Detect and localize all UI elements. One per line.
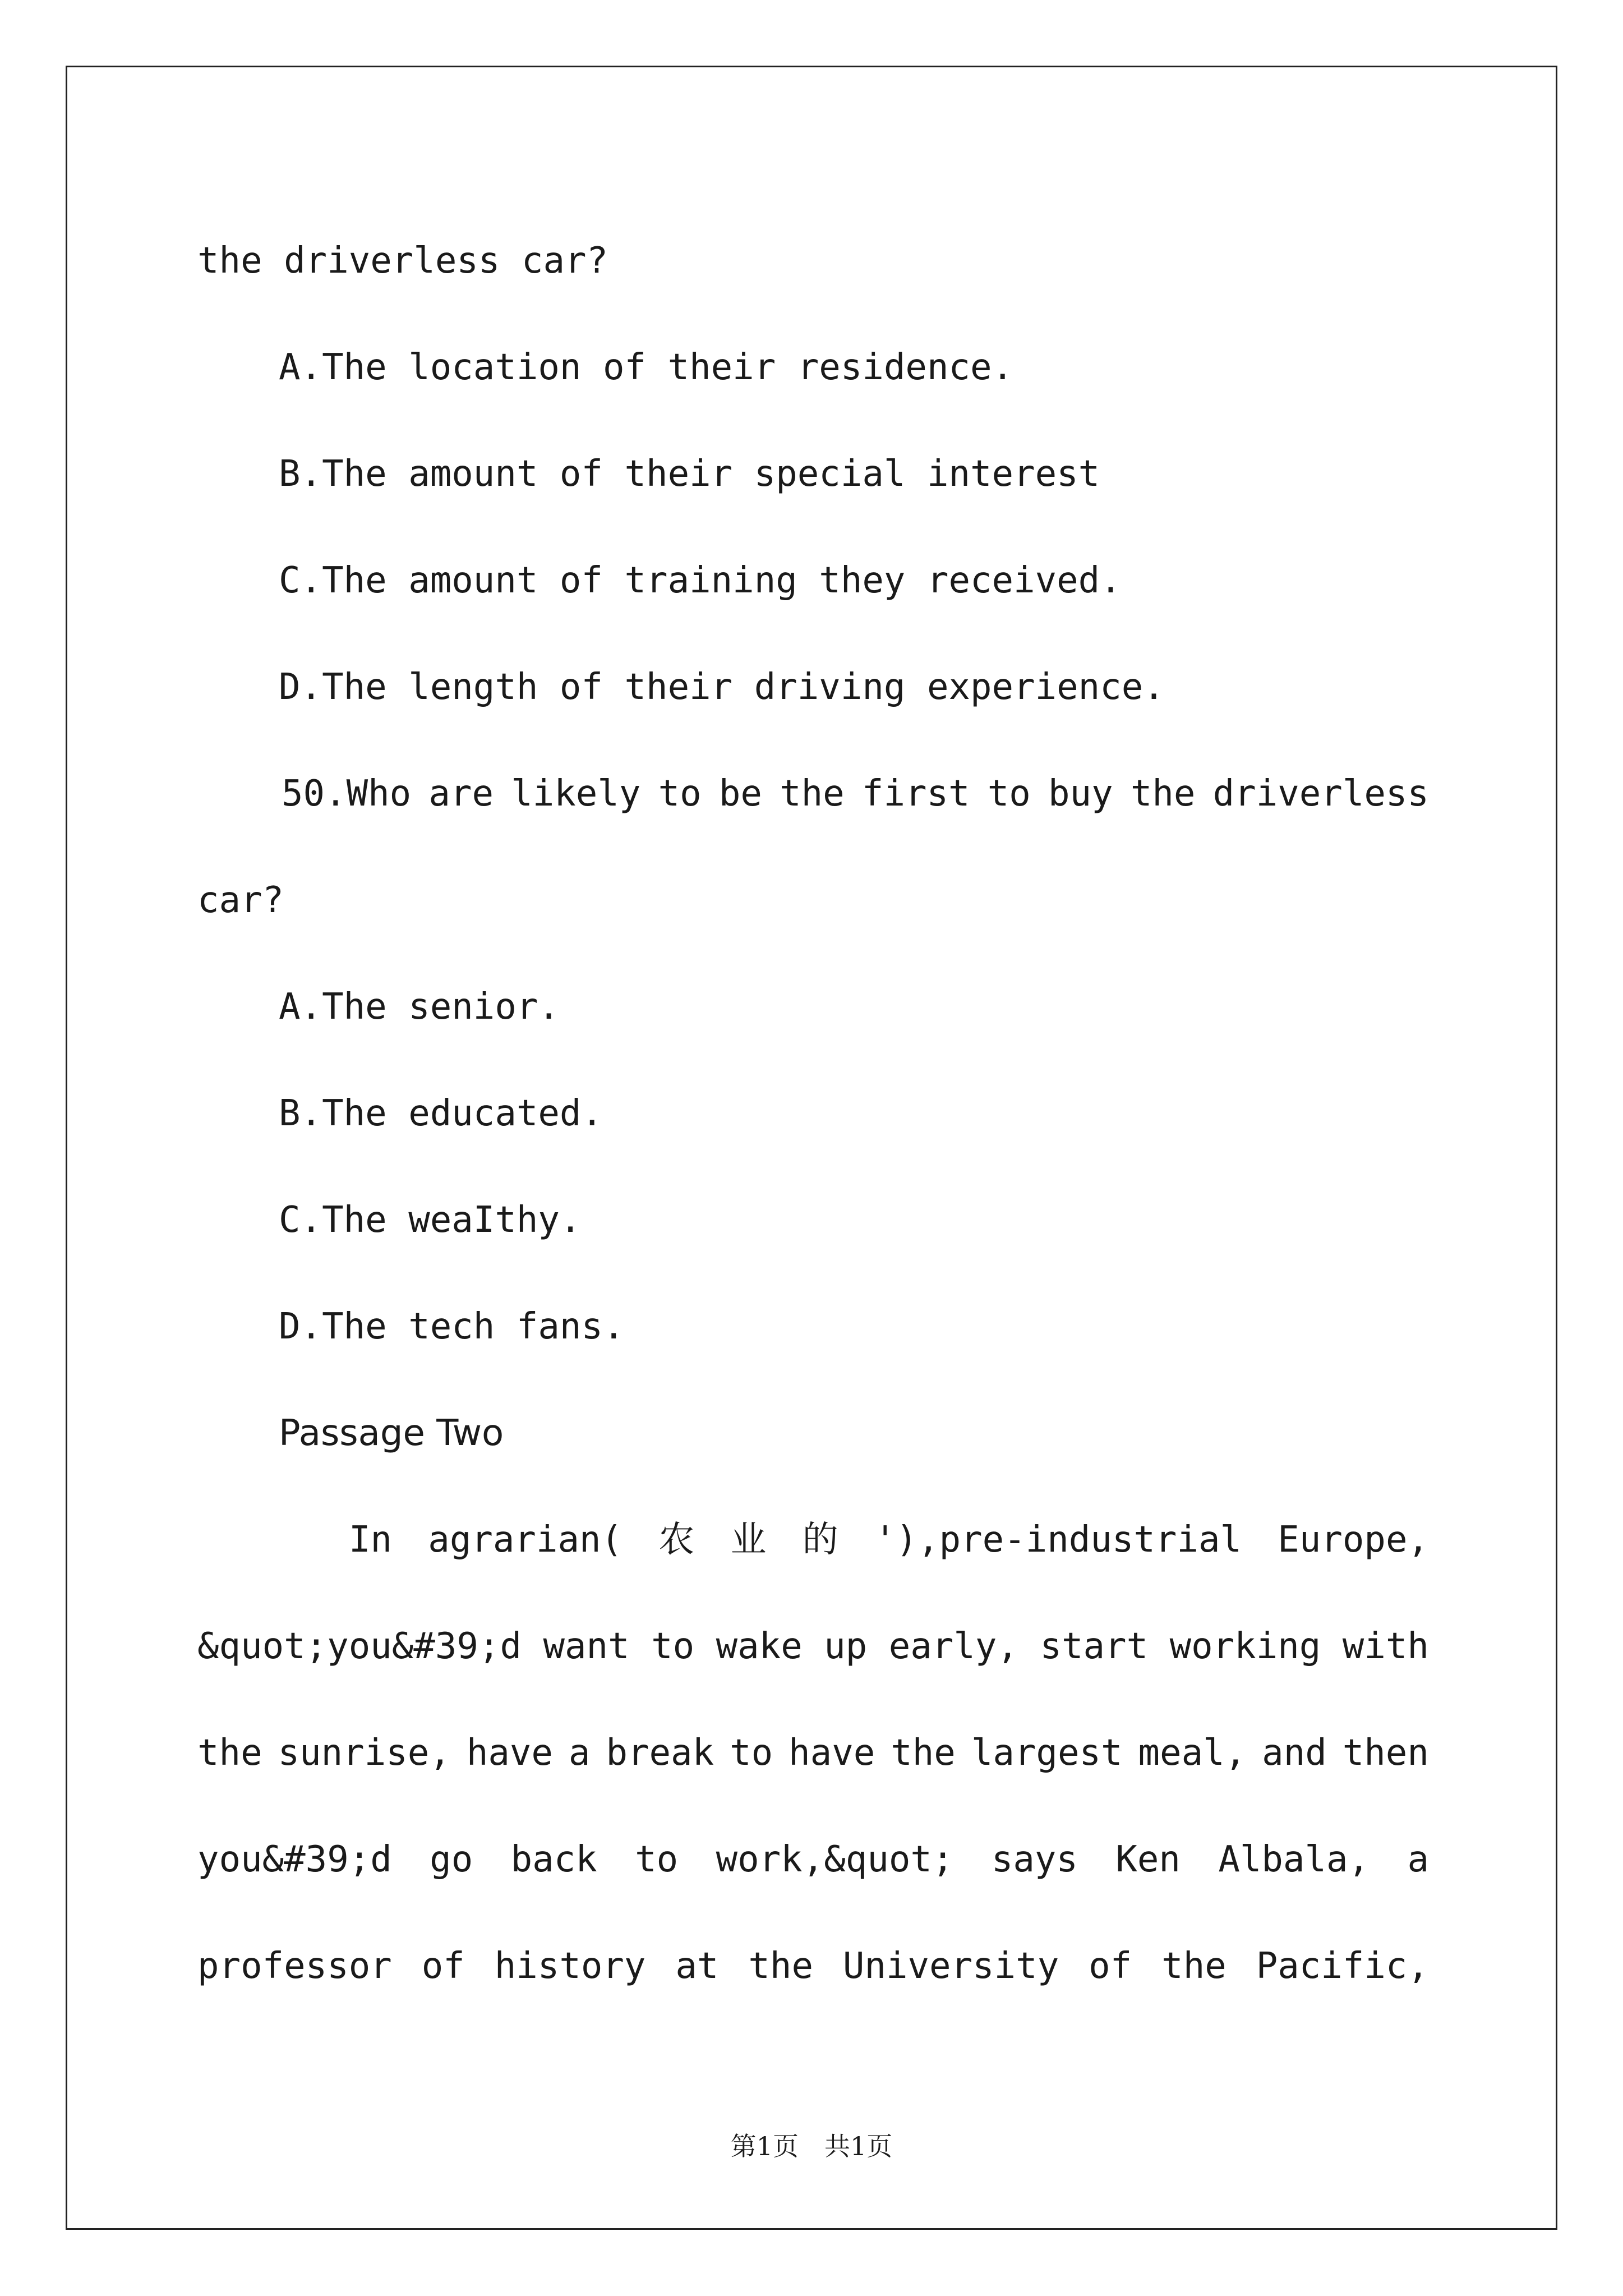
passage-heading: Passage Two	[279, 1412, 504, 1454]
word: the	[1130, 773, 1196, 815]
word: Europe,	[1278, 1519, 1429, 1561]
word: driverless	[1212, 773, 1429, 815]
word: a	[568, 1732, 591, 1774]
question-50	[197, 740, 1429, 847]
word: professor	[197, 1945, 392, 1987]
q50-option-c: C.The weaIthy.	[279, 1199, 582, 1241]
word: have	[466, 1732, 553, 1774]
document-body	[197, 208, 1429, 2019]
word: to	[651, 1626, 695, 1667]
word: 业	[730, 1519, 767, 1561]
word: buy	[1048, 773, 1113, 815]
passage-line-5	[197, 1913, 1429, 2019]
word: to	[987, 773, 1031, 815]
passage-line-3	[197, 1700, 1429, 1806]
word: go	[430, 1839, 473, 1880]
word: says	[991, 1839, 1078, 1880]
word: first	[861, 773, 970, 815]
word: history	[494, 1945, 646, 1987]
q50-option-b: B.The educated.	[279, 1093, 603, 1134]
word: working	[1169, 1626, 1321, 1667]
word: the	[780, 773, 845, 815]
word: sunrise,	[278, 1732, 451, 1774]
q49-option-c: C.The amount of training they received.	[279, 560, 1122, 601]
word: then	[1342, 1732, 1429, 1774]
word: 农	[658, 1519, 695, 1561]
word: a	[1407, 1839, 1429, 1880]
word: likely	[511, 773, 641, 815]
word: have	[789, 1732, 875, 1774]
word: agrarian(	[428, 1519, 623, 1561]
q49-option-a: A.The location of their residence.	[279, 347, 1014, 388]
word: and	[1262, 1732, 1327, 1774]
word: are	[428, 773, 494, 815]
passage-line-4	[197, 1806, 1429, 1913]
q49-option-d: D.The length of their driving experience.	[279, 666, 1165, 708]
word: early,	[888, 1626, 1018, 1667]
word: meal,	[1138, 1732, 1247, 1774]
word: back	[510, 1839, 597, 1880]
passage-line-3-words	[197, 1700, 1429, 1806]
word: of	[421, 1945, 465, 1987]
word: start	[1040, 1626, 1149, 1667]
passage-line-2-words	[197, 1593, 1429, 1700]
word: up	[824, 1626, 868, 1667]
word: of	[1089, 1945, 1132, 1987]
word: work,&quot;	[716, 1839, 954, 1880]
word: to	[658, 773, 702, 815]
word: be	[718, 773, 762, 815]
word: '),pre-industrial	[874, 1519, 1242, 1561]
word: with	[1342, 1626, 1429, 1667]
q49-option-b: B.The amount of their special interest	[279, 453, 1100, 495]
word: wake	[716, 1626, 803, 1667]
word: In	[349, 1519, 393, 1561]
word: to	[635, 1839, 679, 1880]
passage-line-5-words	[197, 1913, 1429, 2019]
question-50-words	[197, 740, 1429, 847]
passage-line-2	[197, 1593, 1429, 1700]
page-footer	[0, 2126, 1623, 2163]
word: you&#39;d	[197, 1839, 392, 1880]
word: the	[1161, 1945, 1227, 1987]
word: the	[748, 1945, 813, 1987]
word: Pacific,	[1256, 1945, 1429, 1987]
question-49-tail: the driverless car?	[197, 240, 608, 282]
word: Ken	[1115, 1839, 1181, 1880]
word: at	[675, 1945, 719, 1987]
question-50-tail: car?	[197, 880, 284, 921]
word: want	[543, 1626, 630, 1667]
passage-line-1-words	[197, 1487, 1429, 1593]
page-number-label: 第1页 共1页	[730, 2131, 893, 2161]
passage-line-4-words	[197, 1806, 1429, 1913]
word: the	[197, 1732, 262, 1774]
q50-option-a: A.The senior.	[279, 986, 560, 1028]
word: 的	[802, 1519, 838, 1561]
word: to	[730, 1732, 773, 1774]
word: 50.Who	[282, 773, 412, 815]
word: largest	[971, 1732, 1123, 1774]
word: Albala,	[1218, 1839, 1370, 1880]
word: break	[606, 1732, 714, 1774]
word: University	[842, 1945, 1059, 1987]
passage-line-1	[197, 1487, 1429, 1593]
word: the	[891, 1732, 956, 1774]
word: &quot;you&#39;d	[197, 1626, 522, 1667]
q50-option-d: D.The tech fans.	[279, 1306, 625, 1347]
